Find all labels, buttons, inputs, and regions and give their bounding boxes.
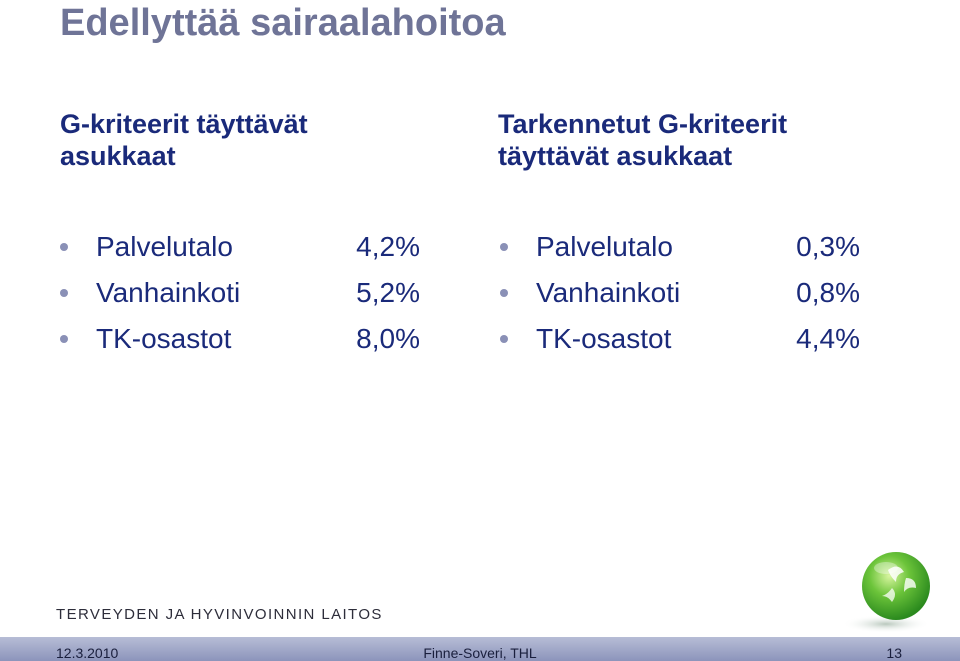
bullet-icon (500, 335, 508, 343)
bullet-icon (500, 243, 508, 251)
item-label: Palvelutalo (96, 231, 233, 262)
left-bullet-list (58, 224, 420, 362)
item-value: 8,0% (356, 323, 420, 354)
right-bullet-list (498, 224, 860, 362)
slide-title: Edellyttää sairaalahoitoa (60, 2, 506, 44)
item-label: TK-osastot (96, 323, 232, 354)
item-value: 4,2% (356, 231, 420, 262)
bullet-icon (60, 335, 68, 343)
organization-name: TERVEYDEN JA HYVINVOINNIN LAITOS (56, 606, 383, 623)
right-column-heading: Tarkennetut G-kriteerit täyttävät asukkaat (498, 109, 788, 171)
item-label: Palvelutalo (536, 231, 673, 262)
item-label: Vanhainkoti (536, 277, 681, 308)
item-label: TK-osastot (536, 323, 672, 354)
item-value: 0,8% (796, 277, 860, 308)
bullet-icon (60, 243, 68, 251)
bullet-icon (500, 289, 508, 297)
footer-author: Finne-Soveri, THL (423, 645, 537, 661)
footer-date: 12.3.2010 (56, 645, 119, 661)
green-globe-logo-icon (836, 548, 940, 636)
list-item (498, 224, 860, 270)
page-number: 13 (886, 645, 902, 661)
list-item (58, 224, 420, 270)
list-item (58, 316, 420, 362)
item-label: Vanhainkoti (96, 277, 241, 308)
left-column-heading: G-kriteerit täyttävät asukkaat (60, 109, 308, 171)
item-value: 4,4% (796, 323, 860, 354)
list-item (498, 316, 860, 362)
bullet-icon (60, 289, 68, 297)
list-item (58, 270, 420, 316)
list-item (498, 270, 860, 316)
item-value: 0,3% (796, 231, 860, 262)
footer-bar (0, 637, 960, 661)
item-value: 5,2% (356, 277, 420, 308)
